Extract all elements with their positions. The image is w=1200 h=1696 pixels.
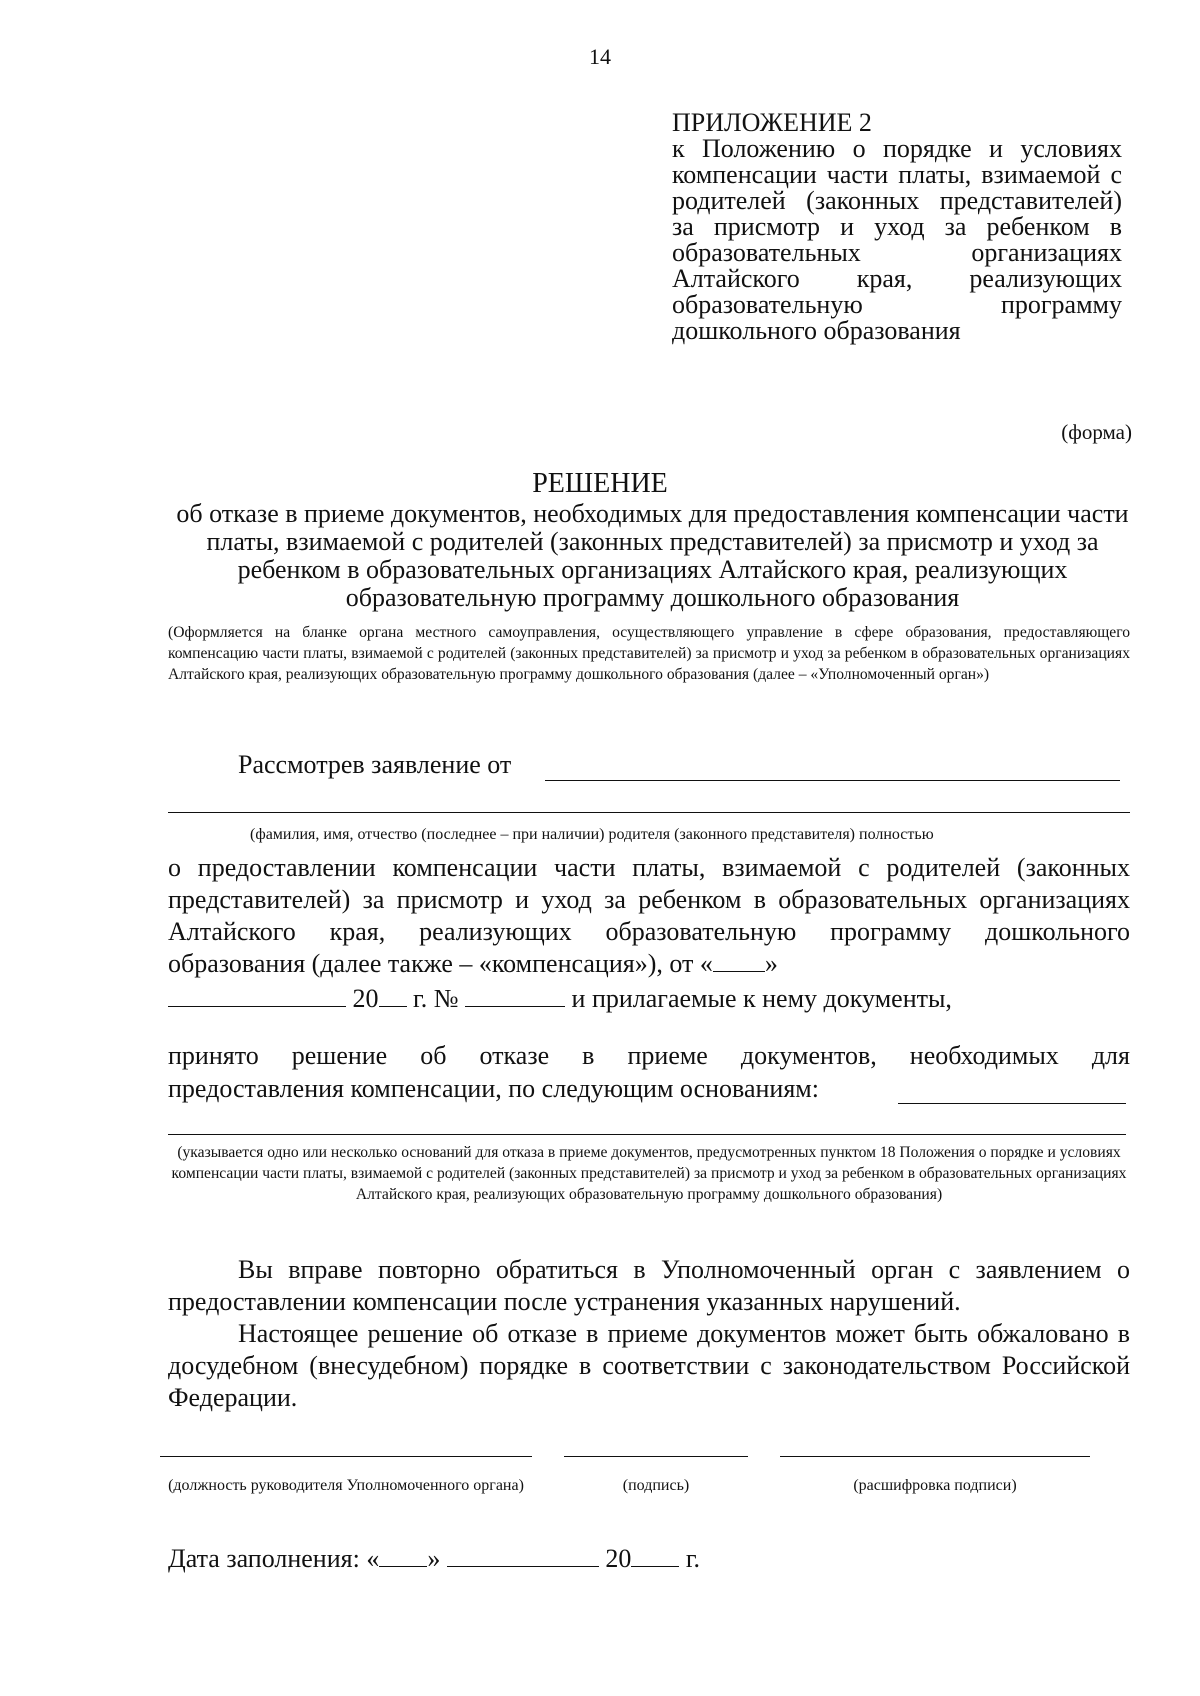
decoding-label: (расшифровка подписи) xyxy=(853,1477,1017,1494)
forma-label: (форма) xyxy=(1061,420,1132,444)
fill-date-label: Дата заполнения: xyxy=(168,1544,360,1573)
quote-close: » xyxy=(764,949,778,978)
info-paragraph-1: Вы вправе повторно обратиться в Уполномоченный орган с заявлением о предоставлении компенсации после устранения указанных нарушений. xyxy=(168,1255,1130,1316)
fill-date-row xyxy=(168,1544,700,1574)
main-paragraph xyxy=(168,852,1130,980)
day-field[interactable] xyxy=(713,949,765,972)
documents-tail: и прилагаемые к нему документы, xyxy=(571,984,952,1013)
signature-label: (подпись) xyxy=(622,1477,690,1494)
appendix-body: к Положению о порядке и условиях компенсации части платы, взимаемой с родителей (законных представителей) за присмотр и уход за ребенком в образовательных организациях Алтайского края, реализующих образовательную программу дошкольного образования xyxy=(672,134,1122,345)
fill-date-quote-close: » xyxy=(427,1544,441,1573)
month-field[interactable] xyxy=(168,984,346,1007)
signature-line[interactable] xyxy=(564,1456,748,1457)
grounds-line[interactable] xyxy=(168,1134,1126,1135)
grounds-field[interactable] xyxy=(898,1103,1126,1104)
appendix-header xyxy=(672,110,1122,344)
decoding-line[interactable] xyxy=(780,1456,1090,1457)
parent-name-line[interactable] xyxy=(168,812,1130,813)
decision-made-line2-row xyxy=(168,1074,819,1104)
fill-date-quote-open: « xyxy=(366,1544,380,1573)
number-label: г. № xyxy=(413,984,459,1013)
grounds-caption: (указывается одно или несколько оснований для отказа в приеме документов, предусмотренных пунктом 18 Положения о порядке и условиях компенсации части платы, взимаемой с родителей (законных представителей) за присмотр и уход за ребенком в образовательных организациях Алтайского края, реализующих образовательную программу дошкольного образования) xyxy=(171,1144,1127,1203)
decision-title: РЕШЕНИЕ xyxy=(532,468,668,499)
main-paragraph-text: о предоставлении компенсации части платы, взимаемой с родителей (законных представителей) за присмотр и уход за ребенком в образовательных организациях Алтайского края, реализующих образовательную программу дошкольного образования (далее также – «компенсация»), от xyxy=(168,853,1130,978)
parent-name-caption: (фамилия, имя, отчество (последнее – при наличии) родителя (законного представителя) полностью xyxy=(250,826,934,843)
fill-year-prefix: 20 xyxy=(605,1544,632,1573)
appendix-title: ПРИЛОЖЕНИЕ 2 xyxy=(672,108,872,137)
quote-open: « xyxy=(699,949,713,978)
page-number: 14 xyxy=(589,44,611,69)
application-date-row xyxy=(168,984,952,1014)
application-number-field[interactable] xyxy=(465,984,565,1007)
decision-made-line2: предоставления компенсации, по следующим основаниям: xyxy=(168,1074,819,1103)
info-paragraph-2: Настоящее решение об отказе в приеме документов может быть обжаловано в досудебном (внесудебном) порядке в соответствии с законодательством Российской Федерации. xyxy=(168,1319,1130,1412)
year-field[interactable] xyxy=(379,984,407,1007)
decision-subtitle: об отказе в приеме документов, необходимых для предоставления компенсации части платы, взимаемой с родителей (законных представителей) за присмотр и уход за ребенком в образовательных организациях Алтайского края, реализующих образовательную программу дошкольного образования xyxy=(176,499,1129,612)
year-prefix: 20 xyxy=(352,984,379,1013)
fill-year-field[interactable] xyxy=(631,1544,679,1567)
decision-made-line1: принято решение об отказе в приеме документов, необходимых для xyxy=(168,1041,1130,1070)
position-label: (должность руководителя Уполномоченного органа) xyxy=(168,1477,524,1494)
position-line[interactable] xyxy=(160,1456,532,1457)
fill-day-field[interactable] xyxy=(379,1544,427,1567)
fill-year-suffix: г. xyxy=(685,1544,701,1573)
applicant-date-line[interactable] xyxy=(545,780,1120,781)
review-label: Рассмотрев заявление от xyxy=(238,750,512,779)
blank-note: (Оформляется на бланке органа местного самоуправления, осуществляющего управление в сфере образования, предоставляющего компенсацию части платы, взимаемой с родителей (законных представителей) за присмотр и уход за ребенком в образовательных организациях Алтайского края, реализующих образовательную программу дошкольного образования (далее – «Уполномоченный орган») xyxy=(168,624,1130,683)
review-row xyxy=(238,750,511,780)
fill-month-field[interactable] xyxy=(447,1544,599,1567)
